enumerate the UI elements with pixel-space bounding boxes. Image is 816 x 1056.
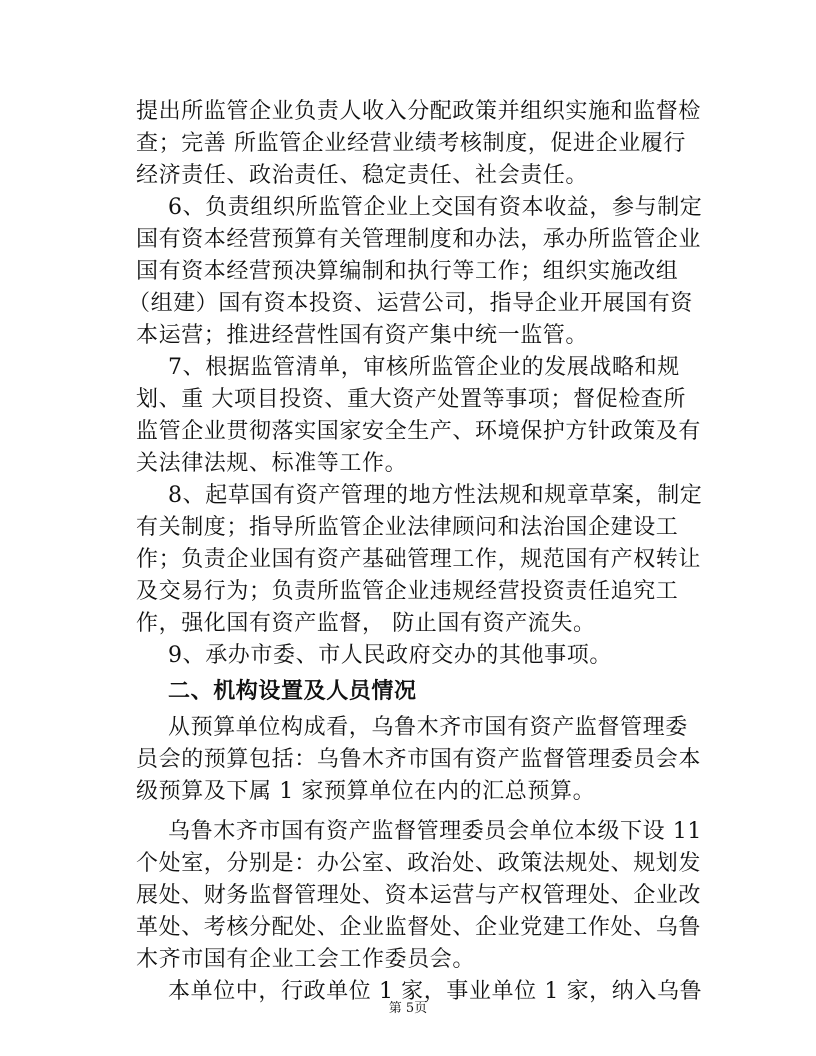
page-number: 第 5页 bbox=[388, 1001, 428, 1016]
section-heading: 二、机构设置及人员情况 bbox=[168, 679, 417, 704]
text-line: 作，强化国有资产监督， 防止国有资产流失。 bbox=[136, 611, 596, 636]
text-line: 级预算及下属 1 家预算单位在内的汇总预算。 bbox=[136, 779, 596, 804]
text-line: 监管企业贯彻落实国家安全生产、环境保护方针政策及有 bbox=[136, 419, 702, 444]
text-line: 木齐市国有企业工会工作委员会。 bbox=[136, 947, 476, 972]
text-line: 有关制度；指导所监管企业法律顾问和法治国企建设工 bbox=[136, 515, 679, 540]
text-line: 8、起草国有资产管理的地方性法规和规章草案，制定 bbox=[168, 483, 703, 508]
text-line: 及交易行为；负责所监管企业违规经营投资责任追究工 bbox=[136, 579, 679, 604]
text-line: 乌鲁木齐市国有资产监督管理委员会单位本级下设 11 bbox=[168, 819, 702, 844]
text-line: 提出所监管企业负责人收入分配政策并组织实施和监督检 bbox=[136, 99, 702, 124]
text-line: 革处、考核分配处、企业监督处、企业党建工作处、乌鲁 bbox=[136, 915, 702, 940]
text-line: （组建）国有资本投资、运营公司，指导企业开展国有资 bbox=[128, 291, 694, 316]
text-line: 查；完善 所监管企业经营业绩考核制度，促进企业履行 bbox=[136, 131, 686, 156]
text-line: 经济责任、政治责任、稳定责任、社会责任。 bbox=[136, 163, 589, 188]
text-line: 7、根据监管清单，审核所监管企业的发展战略和规 bbox=[168, 355, 680, 380]
text-line: 本单位中，行政单位 1 家，事业单位 1 家，纳入乌鲁 bbox=[168, 979, 703, 1004]
text-line: 国有资本经营预算有关管理制度和办法，承办所监管企业 bbox=[136, 227, 702, 252]
text-line: 员会的预算包括：乌鲁木齐市国有资产监督管理委员会本 bbox=[136, 747, 702, 772]
text-line: 国有资本经营预决算编制和执行等工作；组织实施改组 bbox=[136, 259, 679, 284]
text-line: 9、承办市委、市人民政府交办的其他事项。 bbox=[168, 643, 612, 668]
text-line: 个处室，分别是：办公室、政治处、政策法规处、规划发 bbox=[136, 851, 702, 876]
text-line: 6、负责组织所监管企业上交国有资本收益，参与制定 bbox=[168, 195, 703, 220]
text-line: 展处、财务监督管理处、资本运营与产权管理处、企业改 bbox=[136, 883, 702, 908]
text-line: 划、重 大项目投资、重大资产处置等事项；督促检查所 bbox=[136, 387, 686, 412]
text-line: 作；负责企业国有资产基础管理工作，规范国有产权转让 bbox=[136, 547, 702, 572]
text-line: 本运营；推进经营性国有资产集中统一监管。 bbox=[136, 323, 589, 348]
text-line: 从预算单位构成看，乌鲁木齐市国有资产监督管理委 bbox=[168, 715, 688, 740]
text-line: 关法律法规、标准等工作。 bbox=[136, 451, 408, 476]
